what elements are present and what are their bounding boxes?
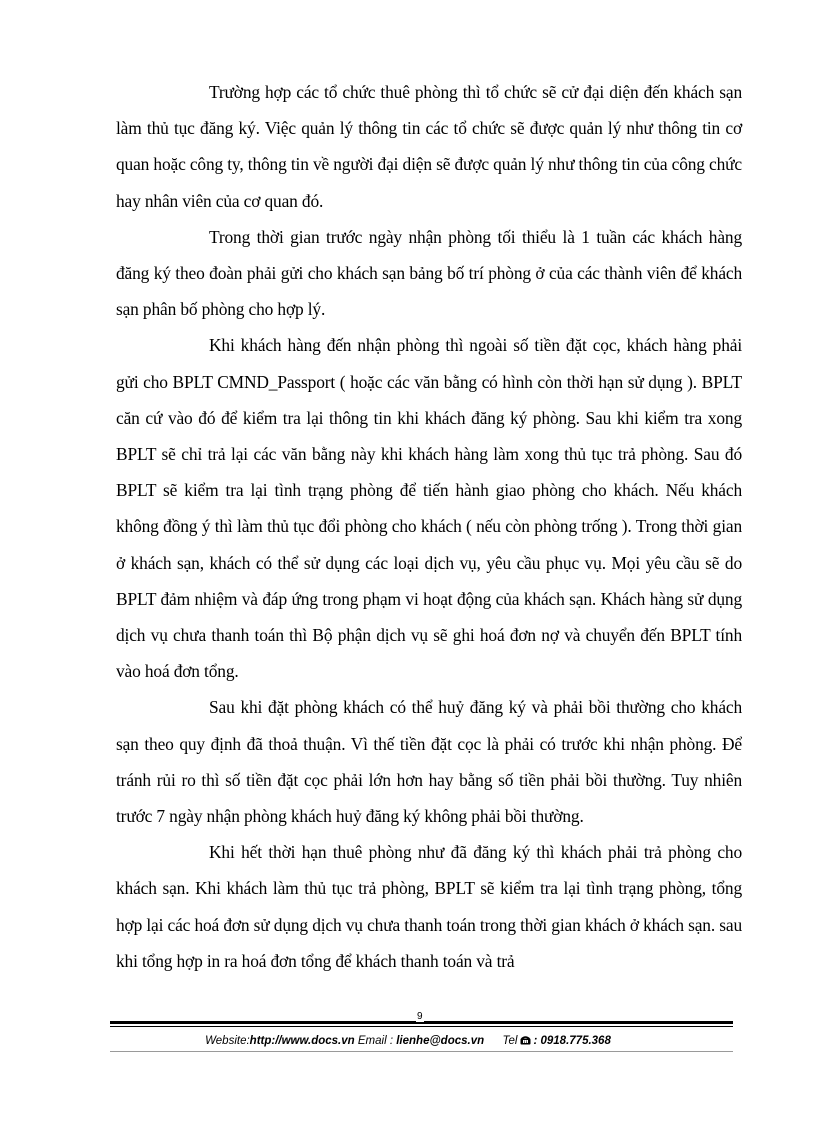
email-label: Email : <box>357 1035 394 1047</box>
website-label: Website: <box>205 1035 250 1047</box>
paragraph-3: Khi khách hàng đến nhận phòng thì ngoài số tiền đặt cọc, khách hàng phải gửi cho BPLT CMND_Passport ( hoặc các văn bằng có hình còn thời hạn sử dụng ). BPLT căn cứ vào đó để kiểm tra lại thông tin khi khách đăng ký phòng. Sau khi kiểm tra xong BPLT sẽ chỉ trả lại các văn bằng này khi khách hàng làm xong thủ tục trả phòng. Sau đó BPLT sẽ kiểm tra lại tình trạng phòng để tiến hành giao phòng cho khách. Nếu khách không đồng ý thì làm thủ tục đổi phòng cho khách ( nếu còn phòng trống ). Trong thời gian ở khách sạn, khách có thể sử dụng các loại dịch vụ, yêu cầu phục vụ. Mọi yêu cầu sẽ do BPLT đảm nhiệm và đáp ứng trong phạm vi hoạt động của khách sạn. Khách hàng sử dụng dịch vụ chưa thanh toán thì Bộ phận dịch vụ sẽ ghi hoá đơn nợ và chuyển đến BPLT tính vào hoá đơn tổng. <box>116 335 742 682</box>
footer-divider-thin <box>110 1026 733 1027</box>
paragraph-5: Khi hết thời hạn thuê phòng như đã đăng ký thì khách phải trả phòng cho khách sạn. Khi khách làm thủ tục trả phòng, BPLT sẽ kiểm tra lại tình trạng phòng, tổng hợp lại các hoá đơn sử dụng dịch vụ chưa thanh toán trong thời gian khách ở khách sạn. sau khi tổng hợp in ra hoá đơn tổng để khách thanh toán và trả <box>116 842 742 971</box>
paragraph-4: Sau khi đặt phòng khách có thể huỷ đăng ký và phải bồi thường cho khách sạn theo quy định đã thoả thuận. Vì thế tiền đặt cọc là phải có trước khi nhận phòng. Để tránh rủi ro thì số tiền đặt cọc phải lớn hơn hay bằng số tiền phải bồi thường. Tuy nhiên trước 7 ngày nhận phòng khách huỷ đăng ký không phải bồi thường. <box>116 697 742 827</box>
page-number: 9 <box>417 1011 423 1022</box>
phone-icon <box>520 1035 531 1045</box>
paragraph-1: Trường hợp các tổ chức thuê phòng thì tổ chức sẽ cử đại diện đến khách sạn làm thủ tục đăng ký. Việc quản lý thông tin các tổ chức sẽ được quản lý như thông tin cơ quan hoặc công ty, thông tin về người đại diện sẽ được quản lý như thông tin của công chức hay nhân viên của cơ quan đó. <box>116 82 742 211</box>
phone-number[interactable]: : 0918.775.368 <box>533 1035 611 1047</box>
paragraph-2: Trong thời gian trước ngày nhận phòng tối thiểu là 1 tuần các khách hàng đăng ký theo đoàn phải gửi cho khách sạn bảng bố trí phòng ở của các thành viên để khách sạn phân bố phòng cho hợp lý. <box>116 226 742 320</box>
tel-label: Tel <box>502 1035 518 1047</box>
footer-divider-bottom <box>110 1051 733 1052</box>
website-url[interactable]: http://www.docs.vn <box>249 1035 355 1047</box>
document-body <box>116 74 742 979</box>
page-footer <box>0 1033 816 1049</box>
email-address[interactable]: lienhe@docs.vn <box>396 1035 485 1047</box>
